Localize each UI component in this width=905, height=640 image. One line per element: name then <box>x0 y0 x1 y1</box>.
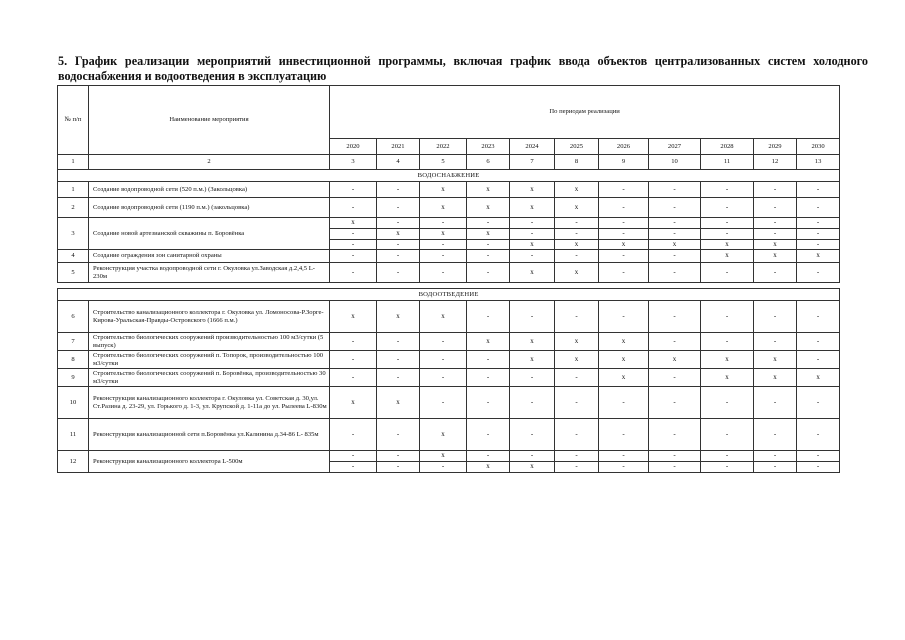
measure-name: Создание водопроводной сети (1190 п.м.) (закольцовка) <box>89 198 330 218</box>
schedule-table <box>57 85 840 473</box>
schedule-mark: - <box>754 462 797 473</box>
table-row <box>58 301 840 333</box>
schedule-mark: x <box>330 387 377 419</box>
row-number: 9 <box>58 369 89 387</box>
schedule-mark: - <box>377 462 420 473</box>
schedule-mark: x <box>420 229 467 240</box>
table-row <box>58 351 840 369</box>
schedule-mark: - <box>599 387 649 419</box>
schedule-mark: x <box>797 369 840 387</box>
table-row <box>58 263 840 283</box>
schedule-mark: - <box>701 218 754 229</box>
schedule-mark: - <box>599 301 649 333</box>
year-cell: 2029 <box>754 139 797 155</box>
schedule-mark: x <box>377 229 420 240</box>
schedule-mark: - <box>377 198 420 218</box>
schedule-mark: - <box>510 301 555 333</box>
schedule-mark: - <box>377 451 420 462</box>
schedule-mark: - <box>330 369 377 387</box>
measure-name: Строительство канализационного коллектора г. Окуловка ул. Ломоносова-Р.Зорге-Кирова-Уральская-Правды-Островского (1666 п.м.) <box>89 301 330 333</box>
section-title: ВОДОСНАБЖЕНИЕ <box>58 170 840 182</box>
schedule-mark: - <box>377 351 420 369</box>
schedule-mark: - <box>599 250 649 263</box>
schedule-mark: - <box>701 419 754 451</box>
document-title: 5. График реализации мероприятий инвестиционной программы, включая график ввода объектов централизованных систем холодного водоснабжения и водоотведения в эксплуатацию <box>58 54 868 83</box>
schedule-mark: - <box>797 387 840 419</box>
schedule-mark: - <box>754 229 797 240</box>
schedule-mark: - <box>754 198 797 218</box>
schedule-mark: x <box>420 182 467 198</box>
schedule-mark: x <box>754 250 797 263</box>
schedule-mark: - <box>377 250 420 263</box>
schedule-mark: - <box>510 218 555 229</box>
section-row <box>58 170 840 182</box>
schedule-mark: x <box>420 451 467 462</box>
schedule-mark: - <box>754 451 797 462</box>
schedule-mark: x <box>599 240 649 250</box>
schedule-mark: - <box>377 182 420 198</box>
year-cell: 2023 <box>467 139 510 155</box>
schedule-mark: x <box>649 240 701 250</box>
schedule-mark: - <box>555 451 599 462</box>
col-number: 6 <box>467 155 510 170</box>
schedule-mark: - <box>797 351 840 369</box>
schedule-mark: - <box>420 333 467 351</box>
col-number: 5 <box>420 155 467 170</box>
schedule-mark: - <box>599 462 649 473</box>
schedule-mark: - <box>467 250 510 263</box>
schedule-mark: x <box>510 198 555 218</box>
schedule-mark: - <box>754 301 797 333</box>
schedule-mark: - <box>420 387 467 419</box>
schedule-mark: x <box>510 263 555 283</box>
header-row <box>58 86 840 139</box>
schedule-mark: - <box>797 218 840 229</box>
schedule-mark: - <box>649 369 701 387</box>
schedule-mark: - <box>649 451 701 462</box>
measure-name: Реконструкция канализационного коллектора г. Окуловка ул. Советская д. 30,ул. Ст.Разина д. 23-29, ул. Горького д. 1-3, ул. Крупской д. 1-11а до ул. Рылеева L-830м <box>89 387 330 419</box>
schedule-mark: - <box>599 451 649 462</box>
schedule-mark: x <box>510 240 555 250</box>
year-cell: 2027 <box>649 139 701 155</box>
col-number: 12 <box>754 155 797 170</box>
measure-name: Создание новой артезианской скважины п. Боровёнка <box>89 218 330 250</box>
section-row <box>58 289 840 301</box>
schedule-mark: x <box>555 198 599 218</box>
schedule-mark: x <box>599 333 649 351</box>
schedule-mark: x <box>420 198 467 218</box>
schedule-mark: x <box>701 250 754 263</box>
schedule-mark: - <box>797 462 840 473</box>
schedule-mark: x <box>701 369 754 387</box>
schedule-mark: x <box>649 351 701 369</box>
row-number: 5 <box>58 263 89 283</box>
schedule-mark: - <box>649 301 701 333</box>
row-number: 11 <box>58 419 89 451</box>
schedule-mark: x <box>701 351 754 369</box>
schedule-mark: - <box>467 218 510 229</box>
table-row <box>58 369 840 387</box>
table-row <box>58 419 840 451</box>
schedule-mark: x <box>599 351 649 369</box>
schedule-mark: x <box>377 301 420 333</box>
schedule-mark: - <box>797 198 840 218</box>
schedule-mark: - <box>599 263 649 283</box>
schedule-mark: x <box>467 198 510 218</box>
schedule-mark: - <box>467 240 510 250</box>
schedule-mark: x <box>754 369 797 387</box>
schedule-mark: - <box>649 229 701 240</box>
schedule-mark: - <box>420 250 467 263</box>
schedule-mark: - <box>599 419 649 451</box>
section-title: ВОДООТВЕДЕНИЕ <box>58 289 840 301</box>
schedule-mark: - <box>754 182 797 198</box>
schedule-mark: - <box>754 419 797 451</box>
col-num-header: № п/п <box>58 86 89 155</box>
schedule-mark: - <box>377 419 420 451</box>
col-number: 1 <box>58 155 89 170</box>
schedule-mark: - <box>555 419 599 451</box>
table-row <box>58 218 840 229</box>
schedule-mark: - <box>754 263 797 283</box>
schedule-mark: - <box>701 462 754 473</box>
schedule-mark: x <box>555 351 599 369</box>
schedule-mark: x <box>420 301 467 333</box>
schedule-mark: - <box>555 462 599 473</box>
table-row <box>58 451 840 462</box>
schedule-mark: - <box>797 263 840 283</box>
schedule-mark: - <box>330 333 377 351</box>
row-number: 7 <box>58 333 89 351</box>
measure-name: Реконструкция участка водопроводной сети г. Окуловка ул.Заводская д.2,4,5 L-230м <box>89 263 330 283</box>
row-number: 6 <box>58 301 89 333</box>
row-number: 10 <box>58 387 89 419</box>
schedule-mark: - <box>649 419 701 451</box>
schedule-mark: - <box>467 451 510 462</box>
schedule-mark: - <box>555 250 599 263</box>
schedule-mark: - <box>701 182 754 198</box>
year-cell: 2020 <box>330 139 377 155</box>
col-number: 9 <box>599 155 649 170</box>
schedule-mark: - <box>330 229 377 240</box>
schedule-mark: - <box>797 451 840 462</box>
schedule-mark: - <box>555 369 599 387</box>
schedule-mark: - <box>797 333 840 351</box>
measure-name: Строительство биологических сооружений п. Топорок, производительностью 100 м3/сутки <box>89 351 330 369</box>
schedule-mark: - <box>377 369 420 387</box>
schedule-mark: - <box>797 419 840 451</box>
col-number: 4 <box>377 155 420 170</box>
row-number: 1 <box>58 182 89 198</box>
measure-name: Создание ограждения зон санитарной охраны <box>89 250 330 263</box>
schedule-mark: - <box>467 301 510 333</box>
year-cell: 2022 <box>420 139 467 155</box>
schedule-mark: x <box>754 240 797 250</box>
schedule-mark: - <box>701 333 754 351</box>
schedule-mark: - <box>467 387 510 419</box>
row-number: 12 <box>58 451 89 473</box>
schedule-mark: x <box>555 240 599 250</box>
row-number: 4 <box>58 250 89 263</box>
schedule-mark: - <box>701 198 754 218</box>
col-name-header: Наименование мероприятия <box>89 86 330 155</box>
measure-name: Реконструкция канализационного коллектора L-500м <box>89 451 330 473</box>
row-number: 3 <box>58 218 89 250</box>
col-number: 13 <box>797 155 840 170</box>
schedule-mark: - <box>599 182 649 198</box>
schedule-mark: x <box>467 333 510 351</box>
schedule-mark: x <box>510 351 555 369</box>
schedule-mark: - <box>510 451 555 462</box>
schedule-mark: x <box>555 263 599 283</box>
schedule-mark: - <box>555 387 599 419</box>
schedule-mark: - <box>754 333 797 351</box>
schedule-mark: - <box>377 240 420 250</box>
measure-name: Создание водопроводной сети (520 п.м.) (Закольцовка) <box>89 182 330 198</box>
schedule-mark: x <box>330 218 377 229</box>
schedule-mark: - <box>510 369 555 387</box>
table-row <box>58 387 840 419</box>
schedule-mark: - <box>797 229 840 240</box>
schedule-mark: - <box>599 218 649 229</box>
schedule-mark: - <box>330 351 377 369</box>
schedule-mark: - <box>377 333 420 351</box>
schedule-mark: - <box>649 462 701 473</box>
schedule-mark: x <box>467 229 510 240</box>
schedule-mark: - <box>701 263 754 283</box>
schedule-mark: - <box>555 301 599 333</box>
schedule-mark: - <box>599 229 649 240</box>
table-row <box>58 250 840 263</box>
schedule-mark: - <box>797 301 840 333</box>
year-cell: 2024 <box>510 139 555 155</box>
col-number: 7 <box>510 155 555 170</box>
schedule-mark: - <box>330 462 377 473</box>
schedule-mark: - <box>330 240 377 250</box>
schedule-mark: - <box>797 240 840 250</box>
schedule-mark: x <box>510 462 555 473</box>
schedule-mark: - <box>330 250 377 263</box>
schedule-mark: - <box>754 218 797 229</box>
schedule-mark: - <box>510 387 555 419</box>
schedule-mark: - <box>377 263 420 283</box>
schedule-mark: x <box>555 333 599 351</box>
schedule-mark: - <box>330 263 377 283</box>
col-number: 2 <box>89 155 330 170</box>
schedule-mark: - <box>797 182 840 198</box>
schedule-mark: - <box>555 218 599 229</box>
measure-name: Реконструкция канализационной сети п.Боровёнка ул.Калинина д.34-86 L- 835м <box>89 419 330 451</box>
table-row <box>58 333 840 351</box>
schedule-mark: x <box>510 182 555 198</box>
year-cell: 2021 <box>377 139 420 155</box>
schedule-mark: x <box>420 419 467 451</box>
schedule-mark: - <box>649 182 701 198</box>
schedule-mark: - <box>649 333 701 351</box>
schedule-mark: - <box>420 351 467 369</box>
schedule-mark: - <box>467 369 510 387</box>
year-cell: 2026 <box>599 139 649 155</box>
schedule-mark: - <box>701 451 754 462</box>
schedule-mark: - <box>649 387 701 419</box>
year-cell: 2030 <box>797 139 840 155</box>
year-cell: 2025 <box>555 139 599 155</box>
schedule-mark: - <box>467 351 510 369</box>
schedule-mark: - <box>701 301 754 333</box>
schedule-mark: x <box>599 369 649 387</box>
schedule-mark: - <box>420 218 467 229</box>
col-number: 8 <box>555 155 599 170</box>
schedule-mark: - <box>377 218 420 229</box>
schedule-mark: - <box>555 229 599 240</box>
table-row <box>58 198 840 218</box>
schedule-mark: x <box>797 250 840 263</box>
schedule-mark: - <box>510 419 555 451</box>
schedule-mark: - <box>467 419 510 451</box>
measure-name: Строительство биологических сооружений п. Боровёнка, производительностью 30 м3/сутки <box>89 369 330 387</box>
schedule-mark: - <box>467 263 510 283</box>
schedule-mark: - <box>330 198 377 218</box>
measure-name: Строительство биологических сооружений производительностью 100 м3/сутки (5 выпуск) <box>89 333 330 351</box>
periods-header: По периодам реализации <box>330 86 840 139</box>
schedule-mark: - <box>420 369 467 387</box>
schedule-mark: - <box>754 387 797 419</box>
table-row <box>58 182 840 198</box>
col-number: 11 <box>701 155 754 170</box>
schedule-mark: - <box>701 229 754 240</box>
year-cell: 2028 <box>701 139 754 155</box>
column-numbers-row <box>58 155 840 170</box>
col-number: 10 <box>649 155 701 170</box>
schedule-mark: - <box>330 182 377 198</box>
schedule-mark: x <box>330 301 377 333</box>
schedule-mark: x <box>701 240 754 250</box>
schedule-mark: x <box>510 333 555 351</box>
row-number: 8 <box>58 351 89 369</box>
table-body <box>58 86 840 473</box>
schedule-mark: x <box>467 462 510 473</box>
row-number: 2 <box>58 198 89 218</box>
schedule-mark: - <box>599 198 649 218</box>
schedule-mark: - <box>420 462 467 473</box>
schedule-mark: - <box>420 263 467 283</box>
schedule-mark: - <box>701 387 754 419</box>
schedule-mark: x <box>555 182 599 198</box>
schedule-mark: - <box>649 218 701 229</box>
schedule-mark: - <box>649 250 701 263</box>
schedule-mark: x <box>377 387 420 419</box>
schedule-mark: - <box>649 198 701 218</box>
col-number: 3 <box>330 155 377 170</box>
schedule-mark: - <box>510 229 555 240</box>
schedule-mark: - <box>510 250 555 263</box>
schedule-mark: x <box>467 182 510 198</box>
schedule-mark: - <box>330 451 377 462</box>
schedule-mark: x <box>754 351 797 369</box>
schedule-mark: - <box>649 263 701 283</box>
schedule-mark: - <box>420 240 467 250</box>
schedule-mark: - <box>330 419 377 451</box>
